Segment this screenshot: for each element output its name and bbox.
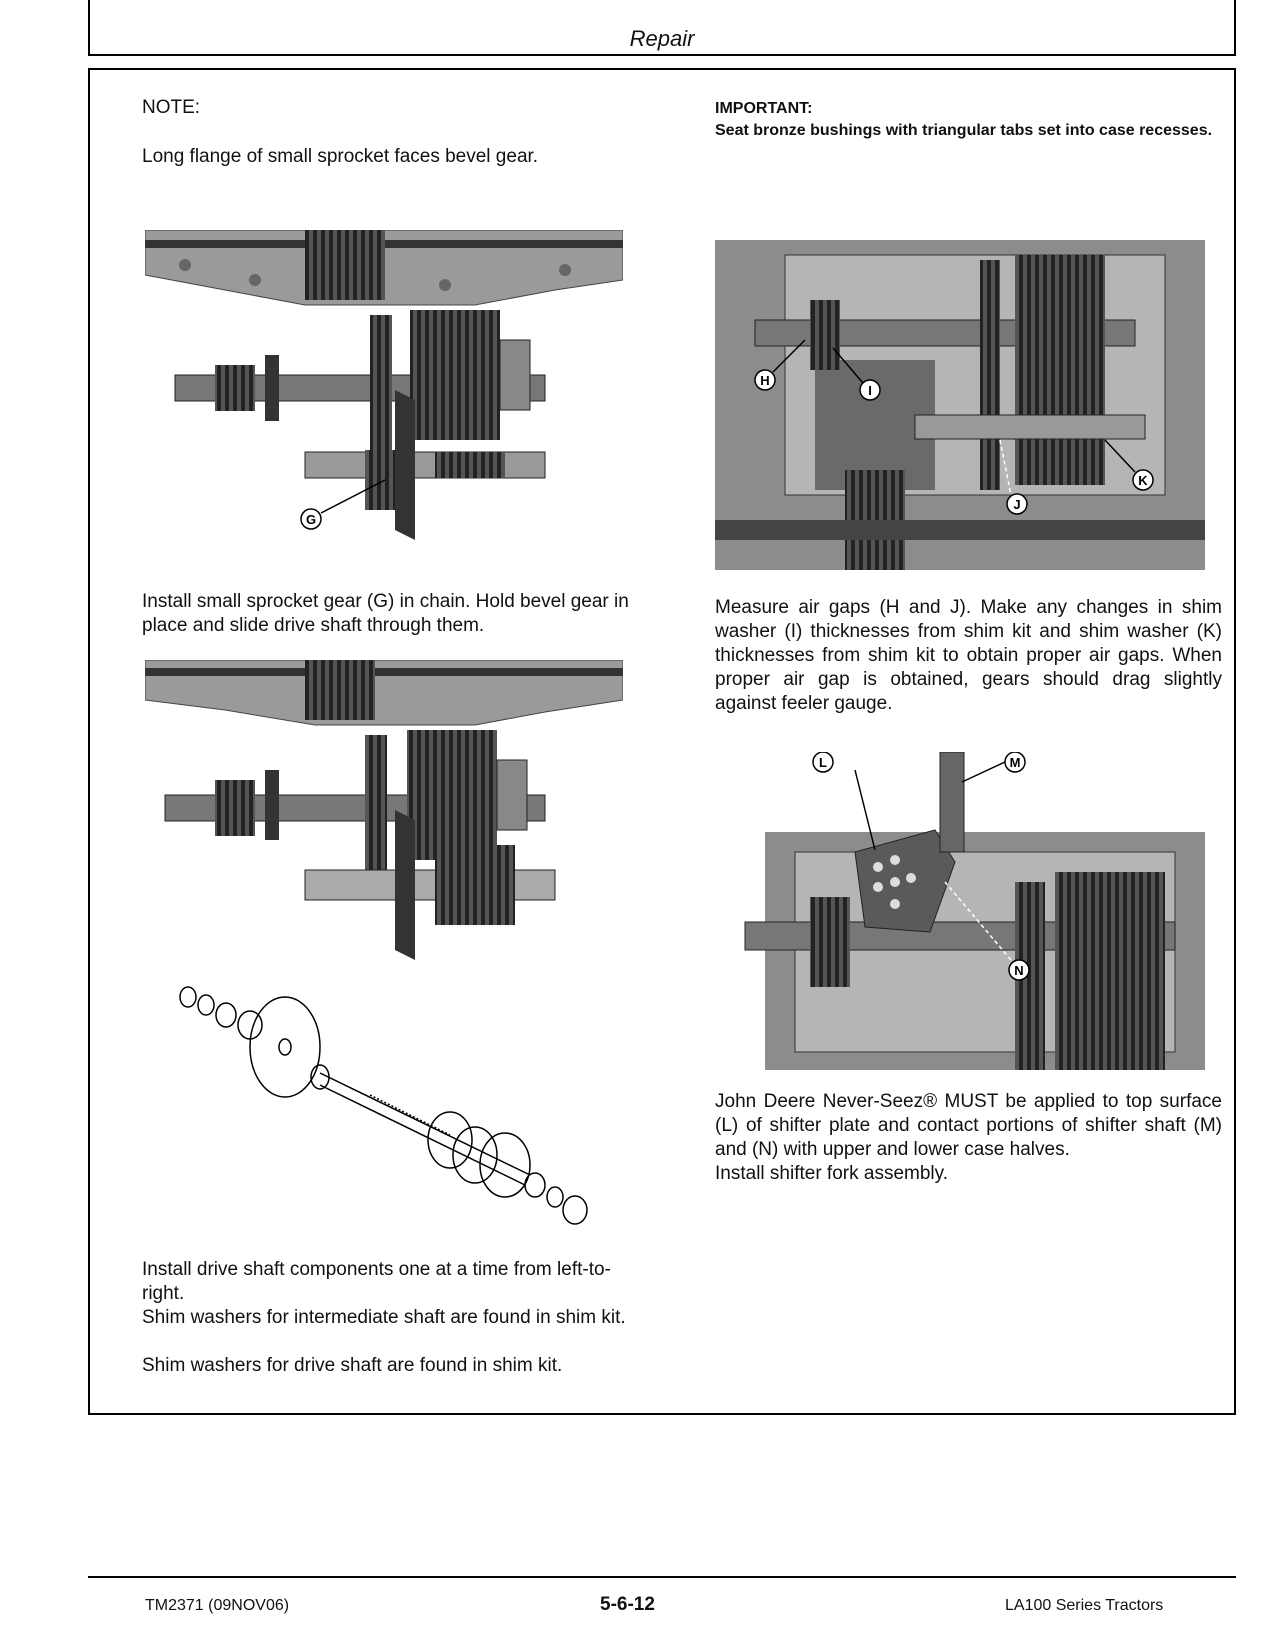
callout-h: H: [760, 373, 770, 388]
callout-l: L: [819, 755, 827, 770]
gear-assembly-photo-installed: [145, 660, 623, 965]
note-text: Long flange of small sprocket faces bevel gear.: [142, 146, 539, 167]
gear-assembly-photo-g: [145, 230, 623, 560]
caption-never-seez: John Deere Never-Seez® MUST be applied to top surface (L) of shifter plate and contact portions of shifter shaft (M) and (N) with upper and lower case halves.: [715, 1091, 1222, 1160]
callout-n: N: [1014, 963, 1024, 978]
callout-g: G: [305, 512, 317, 527]
header-frame: [88, 0, 1236, 56]
caption-drive-shaft-line-2: Shim washers for intermediate shaft are found in shim kit.: [142, 1307, 626, 1328]
caption-install-shifter: Install shifter fork assembly.: [715, 1163, 949, 1184]
important-label: IMPORTANT:: [715, 100, 813, 117]
callout-j: J: [1013, 497, 1021, 512]
important-text: Seat bronze bushings with triangular tabs set into case recesses.: [715, 122, 1213, 139]
caption-drive-shaft-line-3: Shim washers for drive shaft are found in shim kit.: [142, 1355, 563, 1376]
page-section-title: Repair: [629, 26, 695, 51]
footer-doc-id: TM2371 (09NOV06): [145, 1597, 290, 1614]
footer-series: LA100 Series Tractors: [1005, 1597, 1164, 1614]
callout-k: K: [1138, 473, 1148, 488]
case-photo-air-gaps: [715, 240, 1205, 570]
footer-page-number: 5-6-12: [600, 1594, 655, 1615]
caption-air-gaps: Measure air gaps (H and J). Make any changes in shim washer (I) thicknesses from shim kit and shim washer (K) thicknesses from shim kit to obtain proper air gaps. When proper air gap is obtained, gears should drag slightly against feeler gauge.: [715, 597, 1222, 714]
callout-m: M: [1009, 755, 1021, 770]
exploded-view-drawing: [170, 985, 600, 1235]
callout-i: I: [868, 383, 872, 398]
note-label: NOTE:: [142, 97, 201, 118]
footer-rule: [88, 1576, 1236, 1578]
caption-install-sprocket: Install small sprocket gear (G) in chain. Hold bevel gear in place and slide drive shaft through them.: [142, 591, 629, 636]
shifter-plate-photo: [715, 752, 1205, 1070]
caption-drive-shaft-line-1: Install drive shaft components one at a time from left-to-right.: [142, 1259, 611, 1304]
